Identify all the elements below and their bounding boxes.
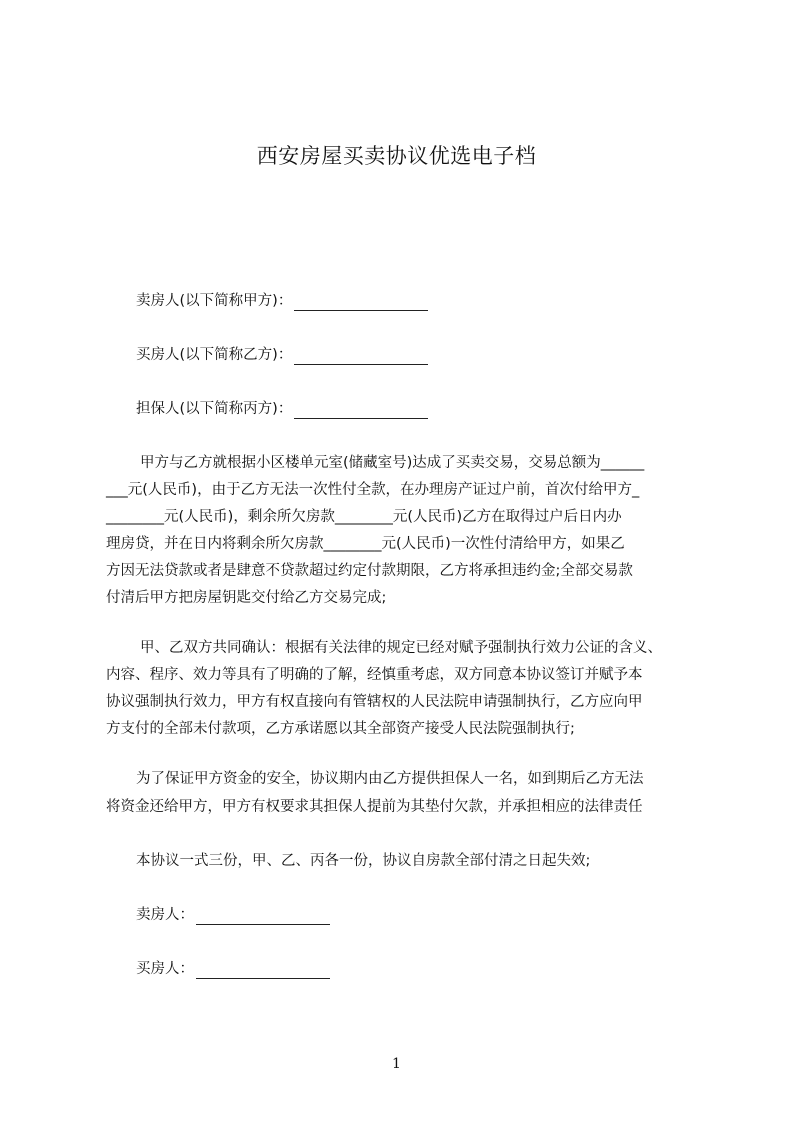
document-title: 西安房屋买卖协议优选电子档 [256,144,537,168]
buyer-party-line [136,345,428,365]
buyer-signature-line [136,959,330,979]
guarantor-party-line [136,399,428,419]
seller-signature-blank [196,908,330,925]
paragraph1-line: ________元(人民币)，剩余所欠房款________元(人民币)乙方在取得过户后日内办 [106,509,622,525]
paragraph3-line: 为了保证甲方资金的安全，协议期内由乙方提供担保人一名，如到期后乙方无法 [136,771,644,787]
seller-party-line [136,291,428,311]
seller-signature-label: 卖房人： [136,907,194,923]
paragraph1-line: 方因无法贷款或者是肆意不贷款超过约定付款期限，乙方将承担违约金;全部交易款 [106,563,633,579]
buyer-party-blank [294,348,428,365]
paragraph2-line: 协议强制执行效力，甲方有权直接向有管辖权的人民法院申请强制执行，乙方应向甲 [106,694,643,710]
buyer-party-label: 买房人(以下简称乙方)： [136,347,293,363]
buyer-signature-blank [196,962,330,979]
paragraph1-line: 甲方与乙方就根据小区楼单元室(储藏室号)达成了买卖交易，交易总额为______ [140,455,645,471]
paragraph1-line: 理房贷，并在日内将剩余所欠房款________元(人民币)一次性付清给甲方，如果乙 [106,536,625,552]
buyer-signature-label: 买房人： [136,961,194,977]
paragraph4-line: 本协议一式三份，甲、乙、丙各一份，协议自房款全部付清之日起失效; [136,853,591,869]
seller-party-blank [294,294,428,311]
paragraph2-line: 甲、乙双方共同确认：根据有关法律的规定已经对赋予强制执行效力公证的含义、 [140,640,662,656]
paragraph1-line: ___元(人民币)，由于乙方无法一次性付全款，在办理房产证过户前，首次付给甲方_ [106,482,640,498]
paragraph2-line: 内容、程序、效力等具有了明确的了解，经慎重考虑，双方同意本协议签订并赋予本 [106,667,643,683]
seller-signature-line [136,905,330,925]
guarantor-party-blank [294,402,428,419]
seller-party-label: 卖房人(以下简称甲方)： [136,293,293,309]
paragraph1-line: 付清后甲方把房屋钥匙交付给乙方交易完成; [106,590,387,606]
paragraph3-line: 将资金还给甲方，甲方有权要求其担保人提前为其垫付欠款，并承担相应的法律责任 [106,799,643,815]
guarantor-party-label: 担保人(以下简称丙方)： [136,401,293,417]
paragraph2-line: 方支付的全部未付款项，乙方承诺愿以其全部资产接受人民法院强制执行; [106,721,575,737]
page-number: 1 [392,1056,401,1072]
